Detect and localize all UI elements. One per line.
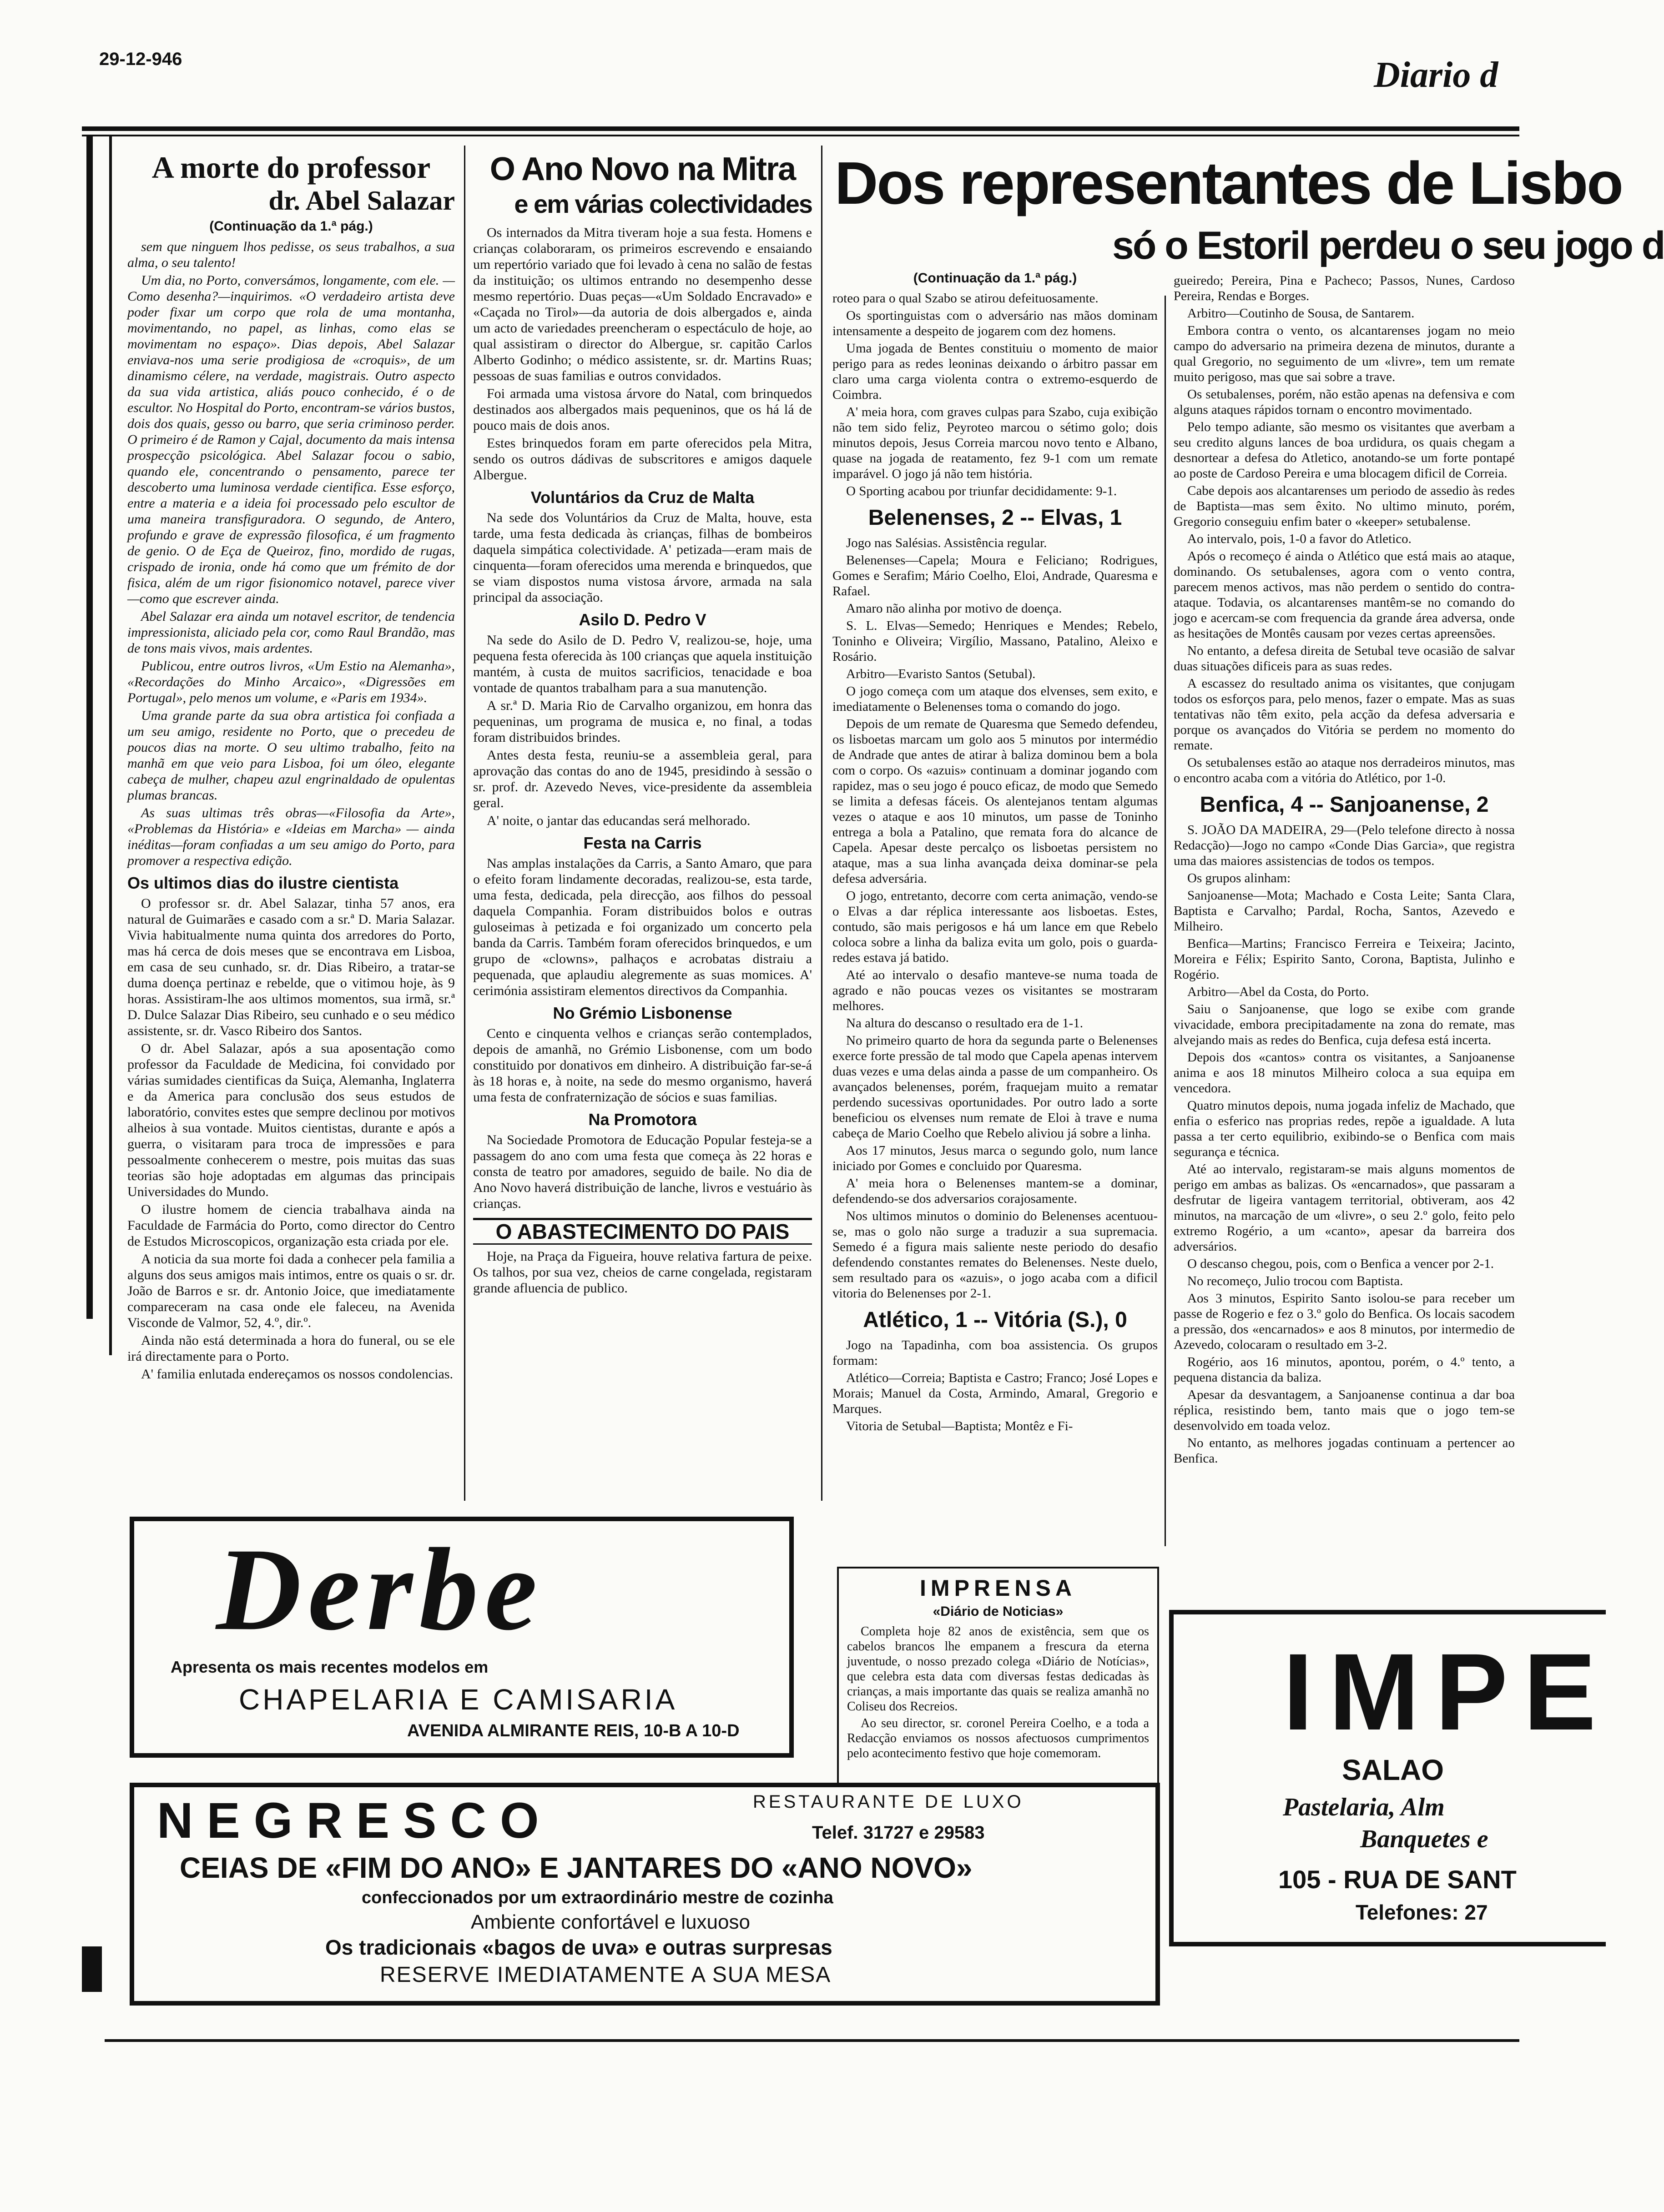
paragraph: O descanso chegou, pois, com o Benfica a vencer por 2-1. [1187,1257,1494,1271]
paragraph: Ainda não está determinada a hora do funeral, ou se ele irá directamente para o Porto. [127,1333,455,1364]
paragraph: Na sede do Asilo de D. Pedro V, realizou-se, hoje, uma pequena festa oferecida às 100 crianças que aquela instituição mantém, à custa de muitos sacrificios, tenacidade e boa vontade de quantos trabalham para a sua manutenção. [473,633,812,695]
subheading: No Grémio Lisbonense [553,1004,732,1022]
paragraph: Depois de um remate de Quaresma que Semedo defendeu, os lisboetas marcam um golo aos 5 minutos por intermédio de Andrade que antes de atirar à baliza dominou bem a bola com o corpo. Os «azuis» continuam a dominar jogando com rapidez, mas o seu jogo é pouco eficaz, de modo que Semedo se limita a defesas fáceis. Os alentejanos tentam algumas vezes o ataque e aos 10 minutos, um passe de Toninho entrega a bola a Patalino, que remata fora do alcance de Capela. Apesar deste percalço os lisboetas persistem no ataque, mas a sua linha avançada deixa dominar-se pela defesa adversária. [832,717,1158,886]
negresco-line1: CEIAS DE «FIM DO ANO» E JANTARES DO «ANO NOVO» [180,1851,973,1884]
paragraph: Belenenses—Capela; Moura e Feliciano; Rodrigues, Gomes e Serafim; Mário Coelho, Eloi, Andrade, Quaresma e Rafael. [832,553,1158,598]
page-date: 29-12-946 [99,49,182,69]
derbe-line3: AVENIDA ALMIRANTE REIS, 10-B A 10-D [407,1721,740,1740]
left-margin-bar-inner [109,136,112,1355]
paragraph: Foi armada uma vistosa árvore do Natal, com brinquedos destinados aos albergados mais pequeninos, que os há lá de pouco mais de dois anos. [473,386,812,433]
paragraph: Rogério, aos 16 minutos, apontou, porém, o 4.º tento, a pequena distancia da baliza. [1174,1355,1515,1385]
subheading: Festa na Carris [583,834,702,852]
paragraph: Após o recomeço é ainda o Atlético que está mais ao ataque, dominando. Os setubalenses, agora com o vento contra, parecem menos activos, mas não perdem o sentido do contra-ataque. Todavia, os alcantarenses mantêm-se no comando do jogo e acercam-se com frequencia da grande área adversa, onde as hesitações de Montês causam por vezes certas apreensões. [1174,549,1515,641]
paragraph: Na altura do descanso o resultado era de 1-1. [846,1016,1083,1031]
paragraph: Ao seu director, sr. coronel Pereira Coelho, e a toda a Redacção enviamos os nossos afectuosos cumprimentos pelo acontecimento festivo que hoje comemoram. [847,1716,1149,1760]
paragraph: Sanjoanense—Mota; Machado e Costa Leite; Santa Clara, Baptista e Carvalho; Pardal, Rocha, Santos, Azevedo e Milheiro. [1174,888,1515,934]
paragraph: sem que ninguem lhos pedisse, os seus trabalhos, a sua alma, o seu talento! [127,239,455,270]
paragraph: Hoje, na Praça da Figueira, houve relativa fartura de peixe. Os talhos, por sua vez, cheios de carne congelada, registaram grande afluencia de publico. [473,1249,812,1296]
impe-line3: Banquetes e [1360,1825,1488,1853]
paragraph: Quatro minutos depois, numa jogada infeliz de Machado, que enfia o esferico nas proprias redes, repõe a igualdade. A luta passa a ter certo equilibrio, exibindo-se o Benfica com mais segurança e técnica. [1174,1098,1515,1159]
article-abel-salazar [127,150,455,1384]
paragraph: Atlético—Correia; Baptista e Castro; Franco; José Lopes e Morais; Manuel da Costa, Armindo, Amaral, Gregorio e Marques. [832,1371,1158,1416]
subheading: Voluntários da Cruz de Malta [530,488,755,507]
column-rule-2 [821,146,822,1501]
impe-title: IMPE [1283,1631,1612,1753]
negresco-name: NEGRESCO [157,1793,553,1849]
negresco-line3: Ambiente confortável e luxuoso [471,1911,750,1933]
paragraph: Jogo na Tapadinha, com boa assistencia. Os grupos formam: [832,1338,1158,1368]
derbe-line1: Apresenta os mais recentes modelos em [171,1658,489,1676]
paragraph: O dr. Abel Salazar, após a sua aposentação como professor da Faculdade de Medicina, foi convidado por várias sumidades cientificas da Suiça, Alemanha, Inglaterra e da America para conclusão dos seus estudos de laboratório, convites estes que sempre declinou por motivos alheios à sua vontade. Muitos cientistas, durante e após a guerra, o visitaram para troca de impressões e para pessoalmente conhecerem o mestre, pois muitas das suas teorias são hoje adoptadas em algumas das principais Universidades do Mundo. [127,1041,455,1199]
paragraph: As suas ultimas três obras—«Filosofia da Arte», «Problemas da História» e «Ideias em Marcha» — ainda inéditas—foram confiadas a um seu amigo do Porto, para promover a respectiva edição. [127,805,455,868]
article-title-line2: e em várias colectividades [514,190,812,218]
paragraph: Arbitro—Evaristo Santos (Setubal). [846,667,1036,681]
negresco-phone: Telef. 31727 e 29583 [812,1823,985,1843]
paragraph: Cento e cinquenta velhos e crianças serão contemplados, depois de amanhã, no Grémio Lisbonense, com um bodo constituido por donativos em dinheiro. A distribuição far-se-á às 18 horas e, à noite, na sede do mesmo organismo, haverá uma festa de confraternização de sócios e suas familias. [473,1026,812,1105]
paragraph: O ilustre homem de ciencia trabalhava ainda na Faculdade de Farmácia do Porto, como director do Centro de Estudos Microscopicos, organização esta criada por ele. [127,1202,455,1249]
paragraph: Aos 17 minutos, Jesus marca o segundo golo, num lance iniciado por Gomes e concluido por Quaresma. [832,1143,1158,1173]
paragraph: Os internados da Mitra tiveram hoje a sua festa. Homens e crianças colaboraram, os primeiros escrevendo e ensaiando um repertório variado que foi levado à cena no salão de festas da instituição; os ultimos entrando no desempenho desse mesmo repertório. Duas peças—«Um Soldado Encravado» e «Caçada no Tirol»—da autoria de dois albergados e, ainda um acto de variedades preencheram o espectáculo de hoje, ao qual assistiram o director do Albergue, sr. capitão Carlos Alberto Godinho; o médico assistente, sr. dr. Martins Ruas; pessoas de suas familias e outros convidados. [473,225,812,383]
continuation-note: (Continuação da 1.ª pág.) [209,219,373,234]
left-margin-bar [86,136,93,1319]
paragraph: Nos ultimos minutos o dominio do Belenenses acentuou-se, mas o golo não surge a traduzir a sua supremacia. Semedo é a figura mais saliente neste periodo do desafio defendendo constantes remates do Belenenses. Neste duelo, sem resultado para os «azuis», o jogo acaba com a dificil vitoria do Belenenses por 2-1. [832,1209,1158,1301]
article-ano-novo-mitra [473,150,812,1298]
negresco-tag: RESTAURANTE DE LUXO [753,1792,1024,1812]
match-heading: Belenenses, 2 -- Elvas, 1 [868,506,1122,530]
top-rule-thick [82,126,1519,131]
paragraph: Arbitro—Coutinho de Sousa, de Santarem. [1187,306,1415,321]
sports-headline: Dos representantes de Lisbo [835,150,1622,216]
subheading: Na Promotora [588,1110,697,1129]
paragraph: Amaro não alinha por motivo de doença. [846,601,1062,616]
derbe-logo: Derbe [216,1524,544,1655]
match-heading: Atlético, 1 -- Vitória (S.), 0 [863,1308,1127,1332]
imprensa-subtitle: «Diário de Noticias» [933,1604,1064,1619]
paragraph: Uma jogada de Bentes constituiu o momento de maior perigo para as redes leoninas deixando o árbitro passar em claro uma carga violenta contra o extremo-esquerdo de Coimbra. [832,341,1158,402]
paragraph: Antes desta festa, reuniu-se a assembleia geral, para aprovação das contas do ano de 1945, presidindo à sessão o sr. prof. dr. Azevedo Neves, vice-presidente da assembleia geral. [473,748,812,810]
negresco-line5: RESERVE IMEDIATAMENTE A SUA MESA [380,1963,832,1987]
paragraph: S. JOÃO DA MADEIRA, 29—(Pelo telefone directo à nossa Redacção)—Jogo no campo «Conde Dias Garcia», que registra uma das maiores assistencias de todos os tempos. [1174,823,1515,868]
paragraph: Abel Salazar era ainda um notavel escritor, de tendencia impressionista, aliciado pela cor, como Raul Brandão, mas de tons mais vivos, mais ardentes. [127,609,455,656]
paragraph: A noticia da sua morte foi dada a conhecer pela familia a alguns dos seus amigos mais intimos, entre os quais o sr. dr. João de Barros e sr. dr. Antonio Joice, que imediatamente compareceram na casa onde ele faleceu, na Avenida Visconde de Valmor, 52, 4.º, dir.º. [127,1252,455,1330]
paragraph: Publicou, entre outros livros, «Um Estio na Alemanha», «Recordações do Minho Arcaico», «Digressões em Portugal», pelo menos um volume, e «Paris em 1934». [127,659,455,705]
paragraph: Cabe depois aos alcantarenses um periodo de assedio às redes de Baptista—mas sem êxito. No ultimo minuto, porém, Gregorio conseguiu enfim bater o «keeper» setubalense. [1174,483,1515,529]
paragraph: O jogo começa com um ataque dos elvenses, sem exito, e imediatamente o Belenenses toma o comando do jogo. [832,684,1158,714]
impe-line4: 105 - RUA DE SANT [1278,1865,1517,1894]
derbe-line2: CHAPELARIA E CAMISARIA [239,1683,678,1716]
paragraph: Vitoria de Setubal—Baptista; Montêz e Fi- [846,1419,1073,1433]
article-title-line1: O Ano Novo na Mitra [489,151,796,187]
paragraph: No entanto, as melhores jogadas continuam a pertencer ao Benfica. [1174,1436,1515,1466]
paragraph: Completa hoje 82 anos de existência, sem que os cabelos brancos lhe empanem a frescura da eterna juventude, o nosso prezado colega «Diário de Notícias», que celebra esta data com diversas festas dedicadas às crianças, a mais importante das quais se realiza amanhã no Coliseu dos Recreios. [847,1624,1149,1714]
imprensa-title: IMPRENSA [920,1575,1076,1601]
paper-name: Diario d [1374,55,1498,95]
paragraph: Uma grande parte da sua obra artistica foi confiada a um seu amigo, residente no Porto, que o precedeu de poucos dias na morte. O seu ultimo trabalho, feito na manhã em que veio para Lisboa, foi um óleo, elegante cabeça de mulher, chapeu azul engrinaldado de opulentas plumas brancas. [127,708,455,803]
imprensa-box [837,1567,1159,1807]
paragraph: A' noite, o jantar das educandas será melhorado. [487,813,751,828]
column-rule-1 [464,146,465,1501]
paragraph: Apesar da desvantagem, a Sanjoanense continua a dar boa réplica, resistindo bem, tanto mais que o jogo tem-se desenvolvido em toada veloz. [1174,1388,1515,1433]
paragraph: A' meia hora o Belenenses mantem-se a dominar, defendendo-se dos adversarios corajosamente. [832,1176,1158,1206]
article-sports-col3 [832,271,1158,1436]
paragraph: Pelo tempo adiante, são mesmo os visitantes que averbam a seu credito alguns lances de boa urdidura, os quais chegam a desnortear a defesa do Atletico, anotando-se um forte pontapé ao poste de Cardoso Pereira e uma blocagem dificil de Correia. [1174,420,1515,481]
continuation-note: (Continuação da 1.ª pág.) [913,271,1077,286]
impe-line5: Telefones: 27 [1356,1900,1488,1924]
paragraph: gueiredo; Pereira, Pina e Pacheco; Passos, Nunes, Cardoso Pereira, Rendas e Borges. [1174,273,1515,303]
paragraph: No entanto, a defesa direita de Setubal teve ocasião de salvar duas situações dificeis para as suas redes. [1174,643,1515,674]
match-heading: Benfica, 4 -- Sanjoanense, 2 [1200,793,1489,817]
paragraph: Na Sociedade Promotora de Educação Popular festeja-se a passagem do ano com uma festa que começa às 22 horas e consta de teatro por amadores, seguido de baile. No dia de Ano Novo haverá distribuição de lanche, livros e vestuário às crianças. [473,1132,812,1211]
paragraph: No primeiro quarto de hora da segunda parte o Belenenses exerce forte pressão de tal modo que Capela apenas intervem duas vezes e uma delas ainda a passe de um companheiro. Os avançados belenenses, porém, fraquejam muito a rematar perdendo sucessivas oportunidades. Por outro lado a sorte beneficiou os elvenses num remate de Eloi à trave e numa cabeça de Mario Coelho que Rebelo aliviou já sobre a linha. [832,1033,1158,1141]
paragraph: Estes brinquedos foram em parte oferecidos pela Mitra, sendo os outros dádivas de subscritores e amigos daquele Albergue. [473,436,812,483]
paragraph: O jogo, entretanto, decorre com certa animação, vendo-se o Elvas a dar réplica interessante aos lisboetas. Estes, contudo, são mais perigosos e há um lance em que Rebelo coloca sobre a linha da baliza evita um golo, pois o guarda-redes estava já batido. [832,889,1158,965]
bottom-rule [105,2039,1519,2042]
left-margin-block [82,1946,102,1992]
paragraph: Arbitro—Abel da Costa, do Porto. [1187,985,1369,999]
paragraph: Os grupos alinham: [1187,871,1291,885]
impe-ad [1169,1610,1612,1946]
paragraph: Embora contra o vento, os alcantarenses jogam no meio campo do adversario na primeira dezena de minutos, durante a qual Gregorio, no seguimento de um «livre», tem um remate muito perigoso, mas que sai sobre a trave. [1174,323,1515,384]
impe-line2: Pastelaria, Alm [1283,1793,1445,1821]
paragraph: Depois dos «cantos» contra os visitantes, a Sanjoanense anima e aos 18 minutos Milheiro coloca a sua equipa em vencedora. [1174,1050,1515,1096]
paragraph: A sr.ª D. Maria Rio de Carvalho organizou, em honra das pequeninas, um programa de musica e, no final, a todas foram distribuidos brindes. [473,698,812,745]
negresco-line2: confeccionados por um extraordinário mestre de cozinha [362,1888,833,1907]
paragraph: O Sporting acabou por triunfar decididamente: 9-1. [846,484,1117,498]
paragraph: Aos 3 minutos, Espirito Santo isolou-se para receber um passe de Rogerio e fez o 3.º golo do Benfica. Os locais sacodem a pressão, dos «encarnados» e aos 8 minutos, por intermedio de Azevedo, colocaram o resultado em 3-2. [1174,1291,1515,1352]
subheading: Os ultimos dias do ilustre cientista [127,874,399,892]
paragraph: Um dia, no Porto, conversámos, longamente, com ele. —Como desenha?—inquirimos. «O verdadeiro artista deve poder fixar um corpo que rola de uma montanha, movimentando, no papel, as linhas, como elas se movimentam no espaço». Dias depois, Abel Salazar enviava-nos uma serie prodigiosa de «croquis», de um dinamismo célere, na verdade, magistrais. Outro aspecto da sua vida artistica, aliás pouco conhecido, é o de escultor. No Hospital do Porto, encontram-se vários bustos, dois dos quais, gesso ou barro, que seria criminoso perder. O primeiro é de Ramon y Cajal, documento da mais intensa prospecção psicológica. Abel Salazar focou o sabio, quando ele, concentrando o pensamento, parece ter descoberto uma luminosa verdade cientifica. Esse esforço, entre a materia e a ideia foi processado pelo escultor de uma maneira transfiguradora. O segundo, de Antero, profundo e grave de expressão filosofica, é um fragmento de genio. O de Eça de Queiroz, fino, mordido de rugas, crispado de ironia, onde há como que um frémito de dor fisica, além de um rigor fisionomico notavel, parece viver—como que escrever ainda. [127,273,455,606]
article-title-line1: A morte do professor [151,150,431,185]
paragraph: O professor sr. dr. Abel Salazar, tinha 57 anos, era natural de Guimarães e casado com a sr.ª D. Maria Salazar. Vivia habitualmente numa quinta dos arredores do Porto, mas há cerca de dois meses que se encontrava em Lisboa, em casa de seu cunhado, sr. dr. Dias Ribeiro, a tratar-se duma doença pertinaz e rebelde, que o vitimou hoje, às 9 horas. Assistiram-lhe aos ultimos momentos, sua irmã, sr.ª D. Dulce Salazar Dias Ribeiro, seu cunhado e o seu médico assistente, sr. dr. Vasco Ribeiro dos Santos. [127,896,455,1038]
paragraph: Nas amplas instalações da Carris, a Santo Amaro, que para o efeito foram lindamente decoradas, realizou-se, esta tarde, uma festa, dedicada, pela direcção, aos filhos do pessoal daquela Companhia. Foram distribuidos bolos e outras guloseimas à petizada e foi organizado um concerto pela banda da Carris. Também foram oferecidos brinquedos, e um grupo de «clowns», palhaços e acrobatas distraiu a pequenada, que aplaudiu alegremente as suas momices. A' cerimónia assistiram elementos directivos da Companhia. [473,856,812,998]
paragraph: A escassez do resultado anima os visitantes, que conjugam todos os esforços para, pelo menos, fazer o empate. Mas as suas tentativas não têm exito, pela acção da defesa adversaria e porque os avançados do Vitória se perdem no momento do remate. [1174,676,1515,753]
derbe-ad [130,1517,794,1758]
article-title-line2: dr. Abel Salazar [268,186,455,216]
paragraph: S. L. Elvas—Semedo; Henriques e Mendes; Rebelo, Toninho e Oliveira; Virgílio, Massano, Patalino, Aleixo e Rosário. [832,618,1158,664]
subheading: Asilo D. Pedro V [579,610,706,629]
sports-subheadline: só o Estoril perdeu o seu jogo d [1112,224,1664,267]
paragraph: Os sportinguistas com o adversário nas mãos dominam intensamente a despeito de jogarem com dez homens. [832,308,1158,338]
paragraph: Ao intervalo, pois, 1-0 a favor do Atletico. [1187,532,1412,546]
paragraph: Saiu o Sanjoanense, que logo se exibe com grande vivacidade, embora precipitadamente na zona do remate, mas alvejando mais as redes do Benfica, cuja defesa está incerta. [1174,1002,1515,1047]
paragraph: Os setubalenses estão ao ataque nos derradeiros minutos, mas o encontro acaba com a vitória do Atlético, por 1-0. [1174,755,1515,785]
paragraph: roteo para o qual Szabo se atirou defeituosamente. [832,291,1099,306]
negresco-ad [130,1783,1160,2006]
paragraph: Até ao intervalo, registaram-se mais alguns momentos de perigo em ambas as balizas. Os «encarnados», que passaram a desfrutar de ligeira vantagem territorial, obtiveram, aos 42 minutos, na marcação de um «livre», o seu 2.º golo, feito pelo extremo Rogério, a um «canto», apesar da barreira dos adversários. [1174,1162,1515,1254]
article-sports-col4 [1174,273,1515,1468]
paragraph: Até ao intervalo o desafio manteve-se numa toada de agrado e não poucas vezes os visitantes se mostraram melhores. [832,968,1158,1013]
paragraph: Benfica—Martins; Francisco Ferreira e Teixeira; Jacinto, Moreira e Félix; Espirito Santo, Corona, Baptista, Julinho e Rogério. [1174,936,1515,982]
paragraph: No recomeço, Julio trocou com Baptista. [1187,1274,1403,1288]
paragraph: A' familia enlutada endereçamos os nossos condolencias. [141,1367,454,1382]
top-rule-thin [82,135,1519,136]
paragraph: Os setubalenses, porém, não estão apenas na defensiva e com alguns ataques rápidos tornam o encontro movimentado. [1174,387,1515,417]
paragraph: Jogo nas Salésias. Assistência regular. [846,536,1047,550]
paragraph: Na sede dos Voluntários da Cruz de Malta, houve, esta tarde, uma festa dedicada às crianças, filhas de bombeiros daquela simpática colectividade. A' petizada—eram mais de cinquenta—foram oferecidos uma merenda e brinquedos, que se viam dispostos numa vistosa árvore, armada na sala principal da associação. [473,510,812,605]
column-rule-4 [1165,296,1166,1546]
paragraph: A' meia hora, com graves culpas para Szabo, cuja exibição não tem sido feliz, Peyroteo marcou o sétimo golo; dois minutos depois, Jesus Correia marcou novo tento e Albano, quase na jogada de reatamento, fez 9-1 com um remate imparável. O jogo já não tem história. [832,405,1158,481]
negresco-line4: Os tradicionais «bagos de uva» e outras surpresas [325,1936,832,1959]
box-title: O ABASTECIMENTO DO PAIS [473,1218,812,1245]
impe-line1: SALAO [1342,1754,1444,1786]
